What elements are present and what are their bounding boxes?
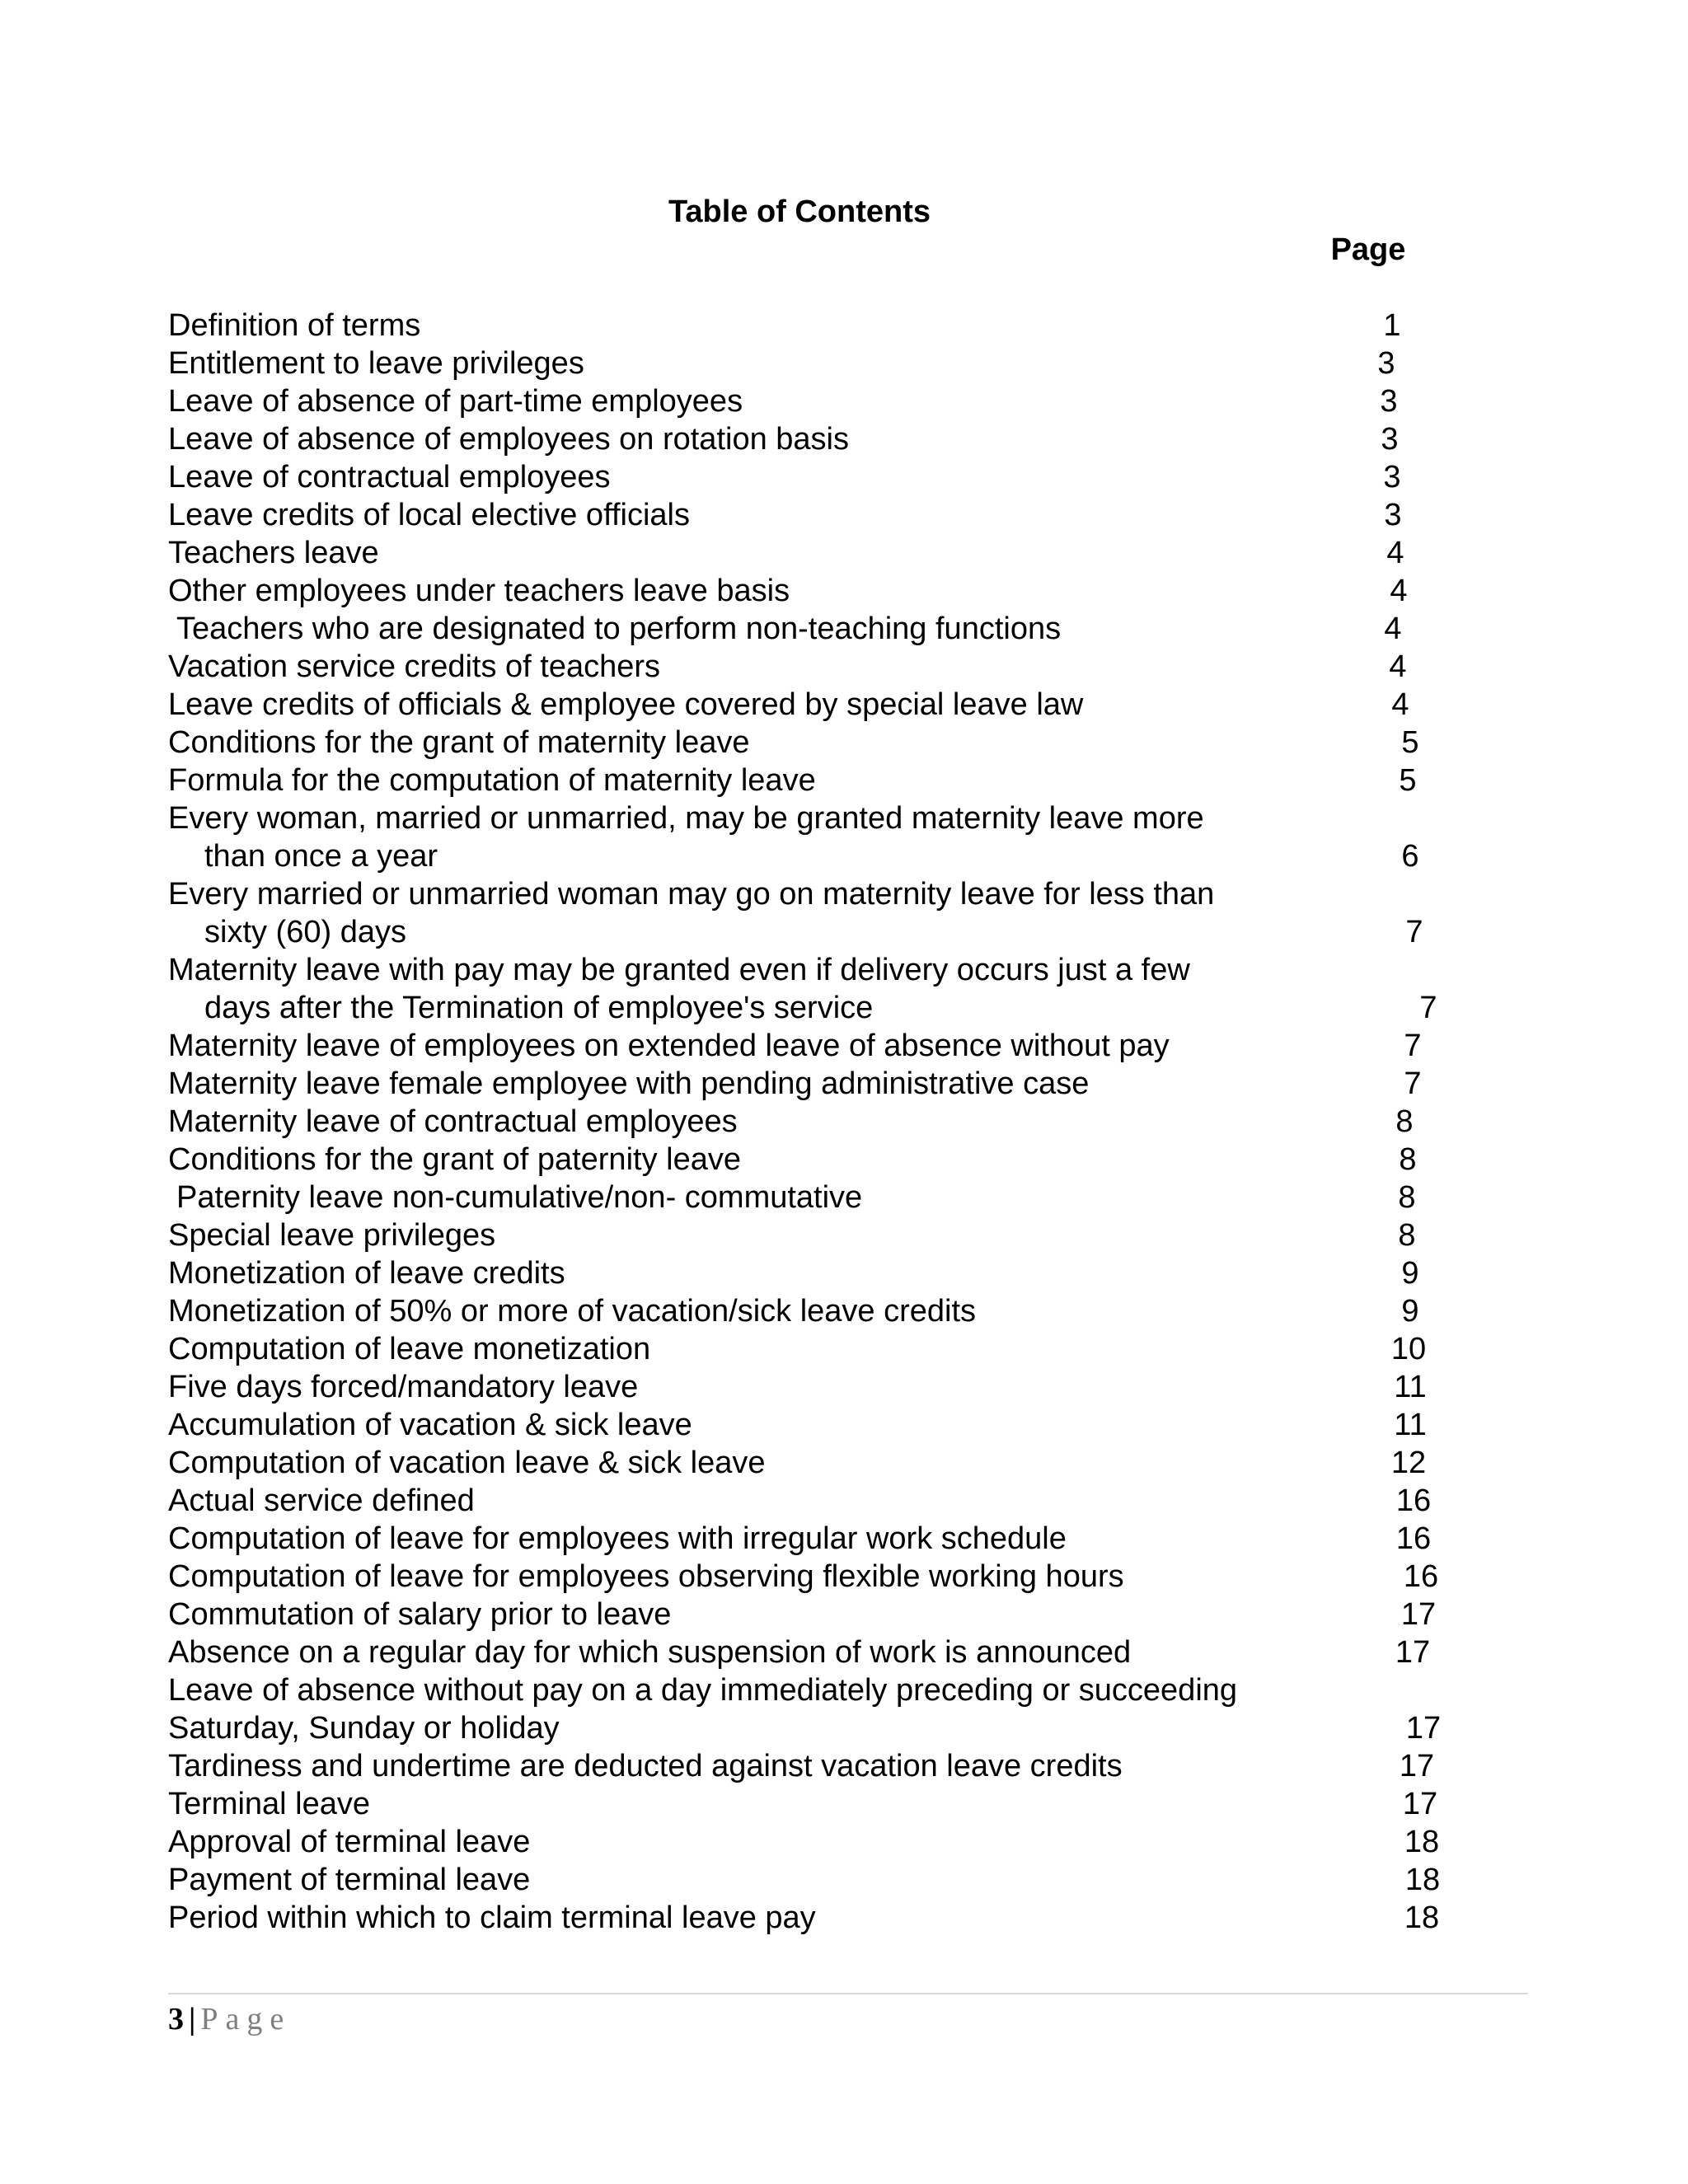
footer-page-number: 3 (168, 2002, 184, 2036)
toc-entry-page: 8 (1398, 1218, 1416, 1253)
toc-entry-label: Approval of terminal leave (168, 1825, 531, 1859)
toc-entry-label: Computation of leave for employees with irregular work schedule (168, 1521, 1067, 1556)
toc-entry (168, 762, 1503, 799)
toc-entry (168, 799, 1503, 837)
page-footer (168, 1999, 291, 2040)
toc-entry (168, 382, 1503, 420)
toc-entry-page: 12 (1390, 1446, 1427, 1480)
toc-entry (168, 344, 1503, 382)
toc-entry-page: 4 (1386, 536, 1404, 570)
toc-entry-label: Leave credits of local elective officials (168, 498, 690, 532)
toc-entry-page: 8 (1399, 1142, 1417, 1177)
toc-entry-label: Paternity leave non-cumulative/non- commutative (176, 1180, 863, 1215)
toc-entry-label: Commutation of salary prior to leave (168, 1597, 672, 1632)
toc-entry-label: Every woman, married or unmarried, may be granted maternity leave more (168, 801, 1204, 836)
toc-entry (168, 1596, 1503, 1633)
toc-entry-page: 18 (1404, 1863, 1441, 1897)
toc-entry (168, 1558, 1503, 1596)
page-column-header: Page (1330, 232, 1406, 267)
toc-entry-page: 9 (1401, 1256, 1419, 1291)
toc-entry-page: 10 (1390, 1332, 1427, 1366)
toc-entry-label: Formula for the computation of maternity leave (168, 763, 816, 798)
toc-entry (168, 1141, 1503, 1179)
toc-entry-page: 17 (1405, 1711, 1442, 1746)
toc-entry-label: Leave credits of officials & employee covered by special leave law (168, 687, 1084, 722)
toc-entry (168, 610, 1503, 648)
toc-entry-page: 5 (1401, 725, 1419, 760)
toc-entry-page: 4 (1384, 612, 1402, 646)
toc-entry-label: Teachers who are designated to perform non-teaching functions (176, 612, 1062, 646)
toc-entry-page: 16 (1395, 1483, 1432, 1518)
toc-entry-label: Leave of absence of employees on rotation basis (168, 422, 849, 457)
toc-entry-page: 18 (1404, 1825, 1440, 1859)
toc-entry-label: Maternity leave female employee with pending administrative case (168, 1066, 1090, 1101)
toc-entry-label: Computation of leave for employees observing flexible working hours (168, 1559, 1124, 1594)
toc-entry-page: 7 (1405, 915, 1423, 949)
toc-entry-page: 16 (1395, 1521, 1432, 1556)
toc-entry (168, 686, 1503, 724)
toc-entry (168, 496, 1503, 534)
toc-entry-page: 6 (1401, 839, 1419, 874)
toc-entry-label: Monetization of 50% or more of vacation/sick leave credits (168, 1294, 977, 1329)
toc-entry (168, 1406, 1503, 1444)
toc-entry-page: 18 (1404, 1900, 1440, 1935)
toc-entry-page: 7 (1404, 1066, 1422, 1101)
toc-entry-label: Payment of terminal leave (168, 1863, 531, 1897)
toc-entry-page: 1 (1383, 308, 1401, 343)
toc-entry-page: 4 (1389, 649, 1407, 684)
toc-entry (168, 1292, 1503, 1330)
toc-entry (168, 1179, 1503, 1216)
toc-entry-label: than once a year (204, 839, 438, 874)
footer-divider (168, 1993, 1528, 1994)
toc-entry (168, 1671, 1503, 1709)
toc-entry (168, 989, 1503, 1027)
toc-entry-label: Period within which to claim terminal leave pay (168, 1900, 816, 1935)
toc-entry-label: Computation of leave monetization (168, 1332, 651, 1366)
toc-entry-label: Terminal leave (168, 1787, 370, 1821)
toc-entry-page: 7 (1404, 1029, 1422, 1063)
toc-entry (168, 534, 1503, 572)
toc-entry-label: days after the Termination of employee's service (204, 991, 874, 1025)
toc-entry (168, 572, 1503, 610)
toc-entry-label: Definition of terms (168, 308, 421, 343)
toc-entry (168, 837, 1503, 875)
toc-entry-label: Every married or unmarried woman may go on maternity leave for less than (168, 877, 1215, 912)
toc-entry (168, 1861, 1503, 1899)
toc-entry-label: Leave of absence without pay on a day immediately preceding or succeeding (168, 1673, 1238, 1708)
toc-entry-label: Entitlement to leave privileges (168, 346, 584, 381)
toc-entry (168, 1444, 1503, 1482)
footer-page-word: Page (200, 2002, 292, 2036)
toc-entry (168, 1899, 1503, 1937)
toc-entry-page: 3 (1377, 346, 1395, 381)
toc-entry-label: Conditions for the grant of maternity leave (168, 725, 750, 760)
toc-entry-page: 4 (1390, 574, 1408, 608)
toc-entry-page: 17 (1402, 1787, 1438, 1821)
toc-entry-page: 17 (1399, 1749, 1435, 1783)
toc-entry-label: Leave of contractual employees (168, 460, 611, 494)
toc-entry (168, 1103, 1503, 1141)
toc-entry (168, 1520, 1503, 1558)
toc-entry-label: Vacation service credits of teachers (168, 649, 661, 684)
toc-title: Table of Contents (668, 194, 931, 229)
toc-entry-label: Absence on a regular day for which suspension of work is announced (168, 1635, 1132, 1670)
toc-entry-page: 4 (1391, 687, 1409, 722)
toc-entry-page: 3 (1383, 460, 1401, 494)
toc-entry (168, 1368, 1503, 1406)
toc-entry (168, 1027, 1503, 1065)
toc-entry (168, 420, 1503, 458)
toc-entry (168, 1747, 1503, 1785)
toc-entry-page: 11 (1394, 1408, 1427, 1442)
toc-entry-page: 8 (1398, 1180, 1416, 1215)
toc-entry (168, 1785, 1503, 1823)
toc-entry-label: Computation of vacation leave & sick leave (168, 1446, 766, 1480)
toc-entry-page: 9 (1401, 1294, 1419, 1329)
toc-entry (168, 913, 1503, 951)
toc-entry-label: sixty (60) days (204, 915, 406, 949)
toc-entry-label: Other employees under teachers leave basis (168, 574, 790, 608)
toc-entry (168, 1216, 1503, 1254)
toc-entry-label: Monetization of leave credits (168, 1256, 565, 1291)
toc-entry (168, 1065, 1503, 1103)
toc-entry-page: 17 (1395, 1635, 1431, 1670)
toc-entry-label: Teachers leave (168, 536, 379, 570)
toc-entry (168, 875, 1503, 913)
toc-entry-page: 11 (1394, 1370, 1427, 1404)
toc-entry-label: Accumulation of vacation & sick leave (168, 1408, 692, 1442)
toc-entry-label: Maternity leave of contractual employees (168, 1104, 738, 1139)
toc-entry-label: Special leave privileges (168, 1218, 496, 1253)
toc-entry (168, 951, 1503, 989)
toc-entry (168, 1254, 1503, 1292)
toc-entry-page: 5 (1399, 763, 1417, 798)
toc-list (168, 307, 1503, 1937)
toc-entry (168, 648, 1503, 686)
footer-separator: | (189, 2002, 196, 2036)
toc-entry (168, 458, 1503, 496)
toc-entry (168, 724, 1503, 762)
toc-entry-label: Conditions for the grant of paternity leave (168, 1142, 741, 1177)
toc-entry (168, 307, 1503, 344)
toc-entry (168, 1823, 1503, 1861)
toc-entry-label: Maternity leave of employees on extended leave of absence without pay (168, 1029, 1170, 1063)
toc-entry-label: Tardiness and undertime are deducted against vacation leave credits (168, 1749, 1123, 1783)
toc-entry-label: Leave of absence of part-time employees (168, 384, 743, 419)
toc-entry-page: 16 (1403, 1559, 1439, 1594)
toc-entry (168, 1709, 1503, 1747)
toc-entry (168, 1633, 1503, 1671)
toc-entry-page: 3 (1384, 498, 1402, 532)
toc-entry (168, 1482, 1503, 1520)
toc-entry-label: Five days forced/mandatory leave (168, 1370, 639, 1404)
toc-entry-page: 17 (1400, 1597, 1437, 1632)
toc-entry-page: 7 (1419, 991, 1437, 1025)
toc-entry-page: 3 (1381, 422, 1399, 457)
toc-entry-label: Actual service defined (168, 1483, 475, 1518)
toc-entry (168, 1330, 1503, 1368)
toc-entry-page: 3 (1380, 384, 1398, 419)
toc-entry-label: Maternity leave with pay may be granted even if delivery occurs just a few (168, 953, 1190, 987)
toc-entry-page: 8 (1395, 1104, 1414, 1139)
toc-entry-label: Saturday, Sunday or holiday (168, 1711, 560, 1746)
